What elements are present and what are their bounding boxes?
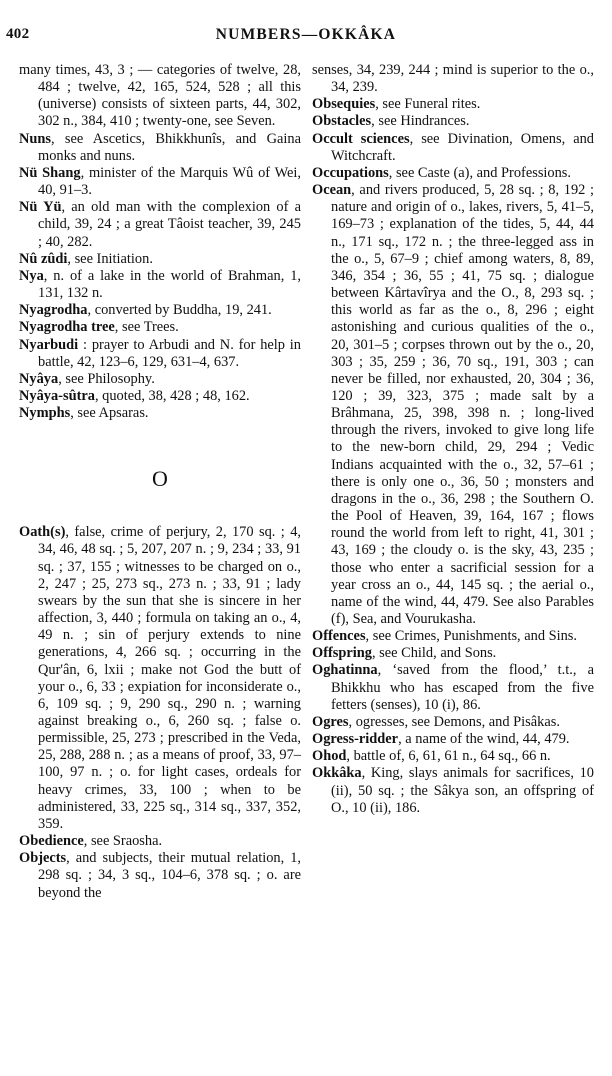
- index-headword: Obedience: [19, 833, 84, 850]
- index-entry: [19, 131, 301, 165]
- index-entry: [312, 628, 594, 645]
- index-entry: [312, 113, 594, 130]
- index-entry: [19, 268, 301, 302]
- index-entry-text: , see Initiation.: [67, 250, 153, 267]
- index-entry-text: , quoted, 38, 428 ; 48, 162.: [94, 387, 250, 404]
- index-headword: Ogres: [312, 713, 349, 730]
- index-entry: [19, 302, 301, 319]
- index-entry-text: , see Ascetics, Bhikkhunîs, and Gaina monks and nuns.: [38, 130, 301, 164]
- index-entry-text: , an old man with the complexion of a child, 39, 24 ; a great Tâoist teacher, 39, 245 ; 40, 282.: [38, 199, 302, 250]
- index-entry: [19, 165, 301, 199]
- index-headword: Nuns: [19, 130, 51, 147]
- index-entry: [312, 96, 594, 113]
- index-entry-text: , see Crimes, Punishments, and Sins.: [365, 628, 578, 645]
- index-entry: [312, 62, 594, 96]
- running-title: NUMBERS—OKKÂKA: [215, 26, 397, 43]
- index-entry-text: , see Funeral rites.: [375, 96, 481, 113]
- page-header: [0, 22, 612, 48]
- index-entry: [312, 165, 594, 182]
- index-headword: Nyâya-sûtra: [19, 387, 95, 404]
- index-entry-text: : prayer to Arbudi and N. for help in battle, 42, 123–6, 129, 631–4, 637.: [38, 336, 301, 370]
- index-entry: [312, 182, 594, 628]
- index-headword: Okkâka: [312, 765, 362, 782]
- index-entry-text: , see Child, and Sons.: [371, 645, 497, 662]
- index-entry-text: , and subjects, their mutual relation, 1, 298 sq. ; 34, 3 sq., 104–6, 378 sq. ; o. are beyond the: [38, 850, 301, 901]
- index-entry: [312, 765, 594, 816]
- index-headword: Nymphs: [19, 405, 71, 422]
- index-entry-text: , minister of the Marquis Wû of Wei, 40, 91–3.: [38, 164, 301, 199]
- index-entry: [19, 251, 301, 268]
- index-entry: [312, 714, 594, 731]
- index-entry-text: , ogresses, see Demons, and Pisâkas.: [348, 713, 560, 730]
- index-entry-text: , see Philosophy.: [58, 370, 155, 387]
- index-headword: Occupations: [312, 164, 389, 181]
- index-entry: [312, 131, 594, 165]
- left-column-entries-n: [19, 62, 301, 422]
- index-entry: [19, 319, 301, 336]
- index-entry: [19, 833, 301, 850]
- index-entry: [19, 62, 301, 131]
- index-headword: Ogress-ridder: [312, 731, 399, 748]
- index-entry: [19, 199, 301, 250]
- section-letter: O: [152, 466, 168, 492]
- index-entry-text: , see Apsaras.: [70, 405, 149, 422]
- index-entry-text: , a name of the wind, 44, 479.: [398, 731, 570, 748]
- index-headword: Nü Shang: [19, 164, 81, 181]
- index-entry-text: , see Divination, Omens, and Witchcraft.: [331, 130, 594, 164]
- index-entry-text: , battle of, 6, 61, 61 n., 64 sq., 66 n.: [346, 748, 551, 765]
- index-entry: [312, 731, 594, 748]
- index-headword: Nû zûdi: [19, 250, 68, 267]
- index-entry-text: , see Caste (a), and Professions.: [388, 164, 572, 181]
- index-entry-text: , n. of a lake in the world of Brahman, 1, 131, 132 n.: [38, 267, 301, 302]
- index-entry-text: , false, crime of perjury, 2, 170 sq. ; 4, 34, 46, 48 sq. ; 5, 207, 207 n. ; 9, 234 ; 33, 91 sq. ; 37, 155 ; witnesses to be charged on o., 2, 247 ; 25, 273 sq., 273 n. ; 33, 91 ; lady swears by the sun that she is sincere in her affection, 3, 440 ; formula on taking an o., 4, 49 n. ; sin of perjury extends to nine generations, 4, 266 sq. ; occurring in the Qur'ân, 6, lxii ; make not God the butt of your o., 6, 33 ; expiation for inconsiderate o., 6, 109 sq. ; 9, 290 sq., 290 n. ; warning against breaking o., 6, 260 sq. ; false o. permissible, 25, 273 ; prescribed in the Veda, 25, 288, 288 n. ; as a means of proof, 33, 97–100, 97 n. ; o. for light cases, ordeals for heavy crimes, 33, 100 ; when to be administered, 33, 225 sq., 314 sq., 337, 352, 359.: [38, 524, 301, 832]
- index-entry-text: many times, 43, 3 ; — categories of twelve, 28, 484 ; twelve, 42, 165, 524, 528 ; all this (universe) consists of sixteen parts, 44, 302, 302 n., 384, 410 ; twenty-one, see Seven.: [19, 62, 301, 130]
- index-headword: Objects: [19, 850, 67, 867]
- index-headword: Ohod: [312, 748, 347, 765]
- index-entry-text: , converted by Buddha, 19, 241.: [87, 302, 272, 319]
- index-headword: Oghatinna: [312, 662, 378, 679]
- right-column-entries: [312, 62, 594, 817]
- index-entry-text: senses, 34, 239, 244 ; mind is superior to the o., 34, 239.: [312, 62, 594, 96]
- index-headword: Nyagrodha tree: [19, 319, 115, 336]
- index-entry-text: , King, slays animals for sacrifices, 10 (ii), 50 sq. ; the Sâkya son, an offspring of O., 10 (ii), 186.: [331, 765, 594, 816]
- index-entry: [19, 337, 301, 371]
- page-number: 402: [6, 26, 30, 42]
- index-headword: Occult sciences: [312, 130, 410, 147]
- index-headword: Obstacles: [312, 113, 372, 130]
- index-entry-text: , ‘saved from the flood,’ t.t., a Bhikkhu who has escaped from the five fetters (senses), 10 (i), 86.: [331, 662, 594, 713]
- index-headword: Ocean: [312, 182, 352, 199]
- index-entry: [19, 388, 301, 405]
- index-entry: [19, 850, 301, 901]
- index-headword: Nyagrodha: [19, 302, 88, 319]
- index-headword: Nyarbudi: [19, 336, 79, 353]
- index-headword: Nü Yü: [19, 199, 62, 216]
- index-entry-text: , see Hindrances.: [371, 113, 470, 130]
- index-headword: Offspring: [312, 645, 372, 662]
- index-entry: [312, 662, 594, 713]
- index-entry: [19, 371, 301, 388]
- index-headword: Oath(s): [19, 524, 66, 541]
- index-headword: Nya: [19, 267, 44, 284]
- index-headword: Offences: [312, 628, 366, 645]
- index-entry-text: , see Sraosha.: [83, 833, 163, 850]
- index-entry: [312, 748, 594, 765]
- index-headword: Obsequies: [312, 96, 376, 113]
- index-entry-text: , see Trees.: [114, 319, 179, 336]
- left-column-entries-o: [19, 524, 301, 901]
- index-entry: [19, 524, 301, 833]
- index-entry: [19, 405, 301, 422]
- left-column: [19, 62, 301, 902]
- index-headword: Nyâya: [19, 370, 59, 387]
- index-entry: [312, 645, 594, 662]
- index-entry-text: , and rivers produced, 5, 28 sq. ; 8, 192 ; nature and origin of o., lakes, rivers, 5, 41–5, 169–73 ; explanation of the tides, 5, 44, 44 n., 171 sq., 172 n. ; the three-legged ass in the o., 5, 67–9 ; chief among waters, 8, 89, 346, 354 ; 36, 55 ; 41, 75 sq. ; dialogue between Kârtavîrya and the O., 8, 293 sq. ; this world as far as the o., 8, 296 ; eight astonishing and curious qualities of the o., 20, 301–5 ; corpses thrown out by the o., 20, 303 ; 35, 259 ; 36, 70 sq., 191, 303 ; can never be filled, nor exhausted, 20, 304 ; 36, 120 ; 39, 323, 375 ; made salt by a Brâhmana, 25, 398, 398 n. ; long-lived through the rivers, invoked to give long life to the new-born child, 29, 294 ; Vedic Indians acquainted with the o., 32, 57–61 ; there is only one o., 36, 50 ; monsters and dragons in the o., 36, 298 ; the Southern O. the Pool of Heaven, 39, 164, 167 ; flows round the world from left to right, 41, 301 ; 43, 169 ; the cloudy o. is the sky, 43, 235 ; those who enter a sacrificial session for a year cross an o., 44, 145 sq. ; the aerial o., name of the wind, 44, 479. See also Parables (f), Sea, and Vourukasha.: [331, 182, 594, 627]
- right-column: [312, 62, 594, 817]
